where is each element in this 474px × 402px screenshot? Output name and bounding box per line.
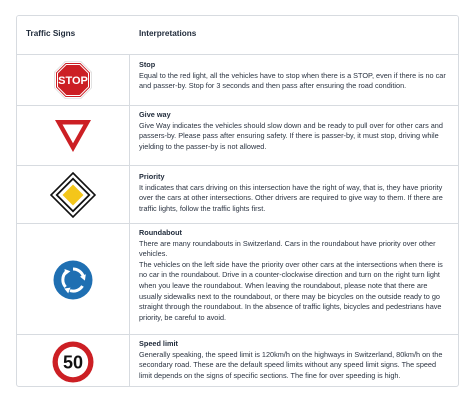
speed-limit-sign-icon	[52, 341, 94, 383]
stop-sign-cell	[17, 54, 129, 106]
give-way-sign-icon	[54, 119, 92, 153]
give-way-description: Give Way indicates the vehicles should slow down and be ready to pull over for other cars and passers-by. Please pass after ensuring safety. If there is passer-by, it must stop, driving while yielding to the passer-by is not allowed.	[139, 120, 443, 151]
stop-title: Stop	[139, 60, 156, 69]
give-way-interpretation	[139, 110, 450, 152]
table-row-give-way	[17, 106, 458, 166]
table-row-speed-limit	[17, 335, 458, 387]
stop-sign-icon	[54, 61, 92, 99]
priority-road-sign-icon	[50, 172, 96, 218]
roundabout-sign-cell	[17, 224, 129, 335]
stop-sign-text: STOP	[58, 75, 88, 87]
give-way-sign-cell	[17, 106, 129, 166]
stop-description: Equal to the red light, all the vehicles have to stop when there is a STOP, even if there is no car and passer-by. Stop for 3 seconds and then pass after ensuring the road condition.	[139, 70, 446, 91]
speed-limit-interpretation	[139, 339, 450, 381]
roundabout-interpretation	[139, 228, 450, 323]
priority-interpretation	[139, 172, 450, 214]
speed-limit-sign-cell	[17, 335, 129, 387]
roundabout-title: Roundabout	[139, 228, 182, 237]
speed-limit-title: Speed limit	[139, 339, 178, 348]
traffic-signs-table	[16, 15, 459, 387]
table-row-stop	[17, 54, 458, 106]
table-row-priority	[17, 166, 458, 224]
stop-interpretation	[139, 60, 450, 92]
header-traffic-signs: Traffic Signs	[26, 29, 76, 38]
speed-limit-description: Generally speaking, the speed limit is 120km/h on the highways in Switzerland, 80km/h on the secondary road. These are the default speed limits without any speed limit signs. The speed limit depends on the signs of specific sections. The fine for over speeding is high.	[139, 349, 443, 380]
table-header	[17, 16, 458, 55]
give-way-title: Give way	[139, 110, 171, 119]
header-interpretations: Interpretations	[139, 29, 197, 38]
roundabout-description-2: The vehicles on the left side have the priority over other cars at the intersections when there is no car in the roundabout. Drive in a counter-clockwise direction and turn on the right turn light when you leave the roundabout. When leaving the roundabout, please note that there are usually sidewalks next to the roundabout, or there may be bicycles on the outside ready to go straight through the roundabout. In the absence of traffic lights, bicycles and pedestrians have priority, be careful to avoid.	[139, 259, 443, 322]
priority-title: Priority	[139, 172, 165, 181]
roundabout-sign-icon	[53, 260, 93, 300]
priority-sign-cell	[17, 166, 129, 224]
table-row-roundabout	[17, 224, 458, 335]
roundabout-description: There are many roundabouts in Switzerland. Cars in the roundabout have priority over other vehicles.	[139, 238, 436, 259]
priority-description: It indicates that cars driving on this intersection have the right of way, that is, they have priority over the cars at other intersections. Other drivers are required to give way to them. If there are traffic lights, follow the traffic lights first.	[139, 182, 443, 213]
speed-limit-value: 50	[62, 352, 84, 372]
